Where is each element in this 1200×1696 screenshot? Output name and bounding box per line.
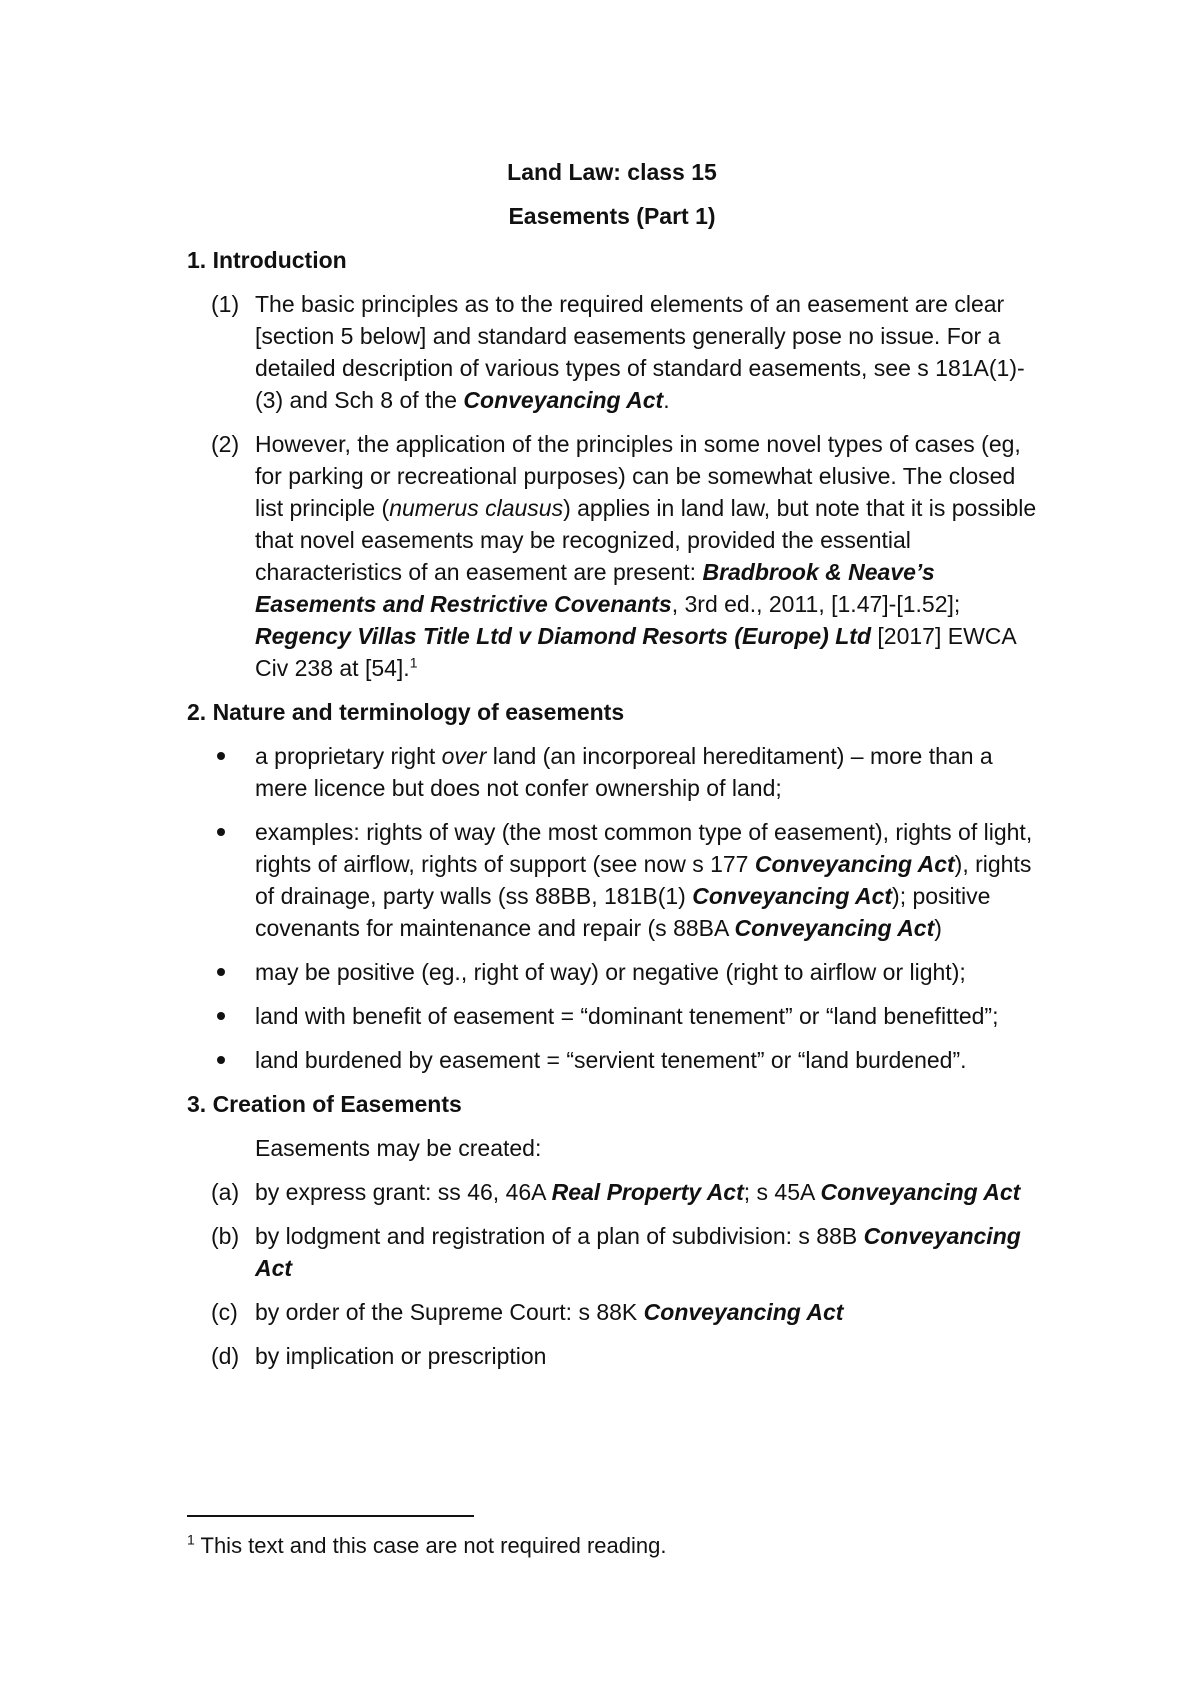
item-letter: (c) <box>211 1299 238 1325</box>
point-number: (1) <box>211 291 240 317</box>
text-run: However, the application of the principles in some novel types of cases (eg, for parking or recreational purposes) can be somewhat elusive. The closed list principle ( <box>255 431 1021 521</box>
text-run: ) <box>934 915 942 941</box>
text-run: [2017] EWCA Civ 238 at [54]. <box>255 623 1016 681</box>
text-run: . <box>663 387 670 413</box>
act-name: Conveyancing Act <box>463 387 664 413</box>
creation-item-b <box>187 1220 1037 1284</box>
point-number: (2) <box>211 431 240 457</box>
bullet-text: land with benefit of easement = “dominant tenement” or “land benefitted”; <box>255 1003 999 1029</box>
item-letter: (a) <box>211 1179 240 1205</box>
text-run: examples: rights of way (the most common type of easement), rights of light, rights of airflow, rights of support (see now s 177 <box>255 819 1033 877</box>
item-text <box>255 1176 1037 1208</box>
text-run: by express grant: ss 46, 46A <box>255 1179 552 1205</box>
item-letter: (b) <box>211 1223 240 1249</box>
bullet-text: land burdened by easement = “servient tenement” or “land burdened”. <box>255 1047 967 1073</box>
text-run: ); positive covenants for maintenance and repair (s 88BA <box>255 883 991 941</box>
act-name: Real Property Act <box>551 1179 744 1205</box>
creation-item-a <box>187 1176 1037 1208</box>
text-run: ) applies in land law, but note that it is possible that novel easements may be recognized, provided the essential characteristics of an easement are present: <box>255 495 1037 585</box>
act-name: Conveyancing Act <box>643 1299 844 1325</box>
latin-term: numerus clausus <box>389 495 564 521</box>
bullet-text <box>255 740 1037 804</box>
act-name: Conveyancing Act <box>692 883 893 909</box>
item-text <box>255 1220 1037 1284</box>
book-title: Bradbrook & Neave’s Easements and Restrictive Covenants <box>255 559 935 617</box>
section-3-heading: 3. Creation of Easements <box>187 1091 462 1117</box>
footnote-number: 1 <box>187 1531 195 1548</box>
text-run: ), rights of drainage, party walls (ss 88BB, 181B(1) <box>255 851 1032 909</box>
document-subtitle: Easements (Part 1) <box>508 203 716 229</box>
bullet-item <box>187 956 1037 988</box>
item-text: by implication or prescription <box>255 1343 547 1369</box>
bullet-icon <box>187 1000 255 1032</box>
bullet-icon <box>187 1044 255 1076</box>
bullet-item <box>187 740 1037 804</box>
bullet-icon <box>187 956 255 988</box>
bullet-item <box>187 816 1037 944</box>
act-name: Conveyancing Act <box>754 851 955 877</box>
footnote-reference: 1 <box>409 654 418 671</box>
footnote-text: This text and this case are not required reading. <box>194 1533 667 1558</box>
case-name: Regency Villas Title Ltd v Diamond Resorts (Europe) Ltd <box>255 623 871 649</box>
document-title: Land Law: class 15 <box>507 159 717 185</box>
bullet-text <box>255 816 1037 944</box>
creation-item-d <box>187 1340 1037 1372</box>
bullet-icon <box>187 816 255 944</box>
text-run: a proprietary right <box>255 743 442 769</box>
footnote-separator <box>187 1515 474 1517</box>
text-run: , 3rd ed., 2011, [1.47]-[1.52]; <box>671 591 961 617</box>
act-name: Conveyancing Act <box>734 915 935 941</box>
point-text <box>255 428 1037 684</box>
act-name: Conveyancing Act <box>820 1179 1021 1205</box>
document-body <box>187 156 1037 1384</box>
text-run: The basic principles as to the required elements of an easement are clear [section 5 below] and standard easements generally pose no issue. For a detailed description of various types of standard easements, see s 181A(1)-(3) and Sch 8 of the <box>255 291 1025 413</box>
intro-point-1 <box>187 288 1037 416</box>
item-text <box>255 1296 1037 1328</box>
bullet-item <box>187 1000 1037 1032</box>
point-text <box>255 288 1037 416</box>
section-1-heading: 1. Introduction <box>187 247 347 273</box>
text-run: by order of the Supreme Court: s 88K <box>255 1299 644 1325</box>
text-run: ; s 45A <box>743 1179 821 1205</box>
bullet-icon <box>187 740 255 804</box>
text-run: by lodgment and registration of a plan of subdivision: s 88B <box>255 1223 864 1249</box>
text-run: land (an incorporeal hereditament) – more than a mere licence but does not confer ownership of land; <box>255 743 993 801</box>
act-name: Conveyancing Act <box>255 1223 1021 1281</box>
section-2-heading: 2. Nature and terminology of easements <box>187 699 625 725</box>
intro-point-2 <box>187 428 1037 684</box>
bullet-text: may be positive (eg., right of way) or negative (right to airflow or light); <box>255 959 966 985</box>
item-letter: (d) <box>211 1343 240 1369</box>
emphasis: over <box>441 743 487 769</box>
footnote <box>187 1530 666 1562</box>
creation-item-c <box>187 1296 1037 1328</box>
bullet-item <box>187 1044 1037 1076</box>
creation-intro: Easements may be created: <box>255 1135 542 1161</box>
